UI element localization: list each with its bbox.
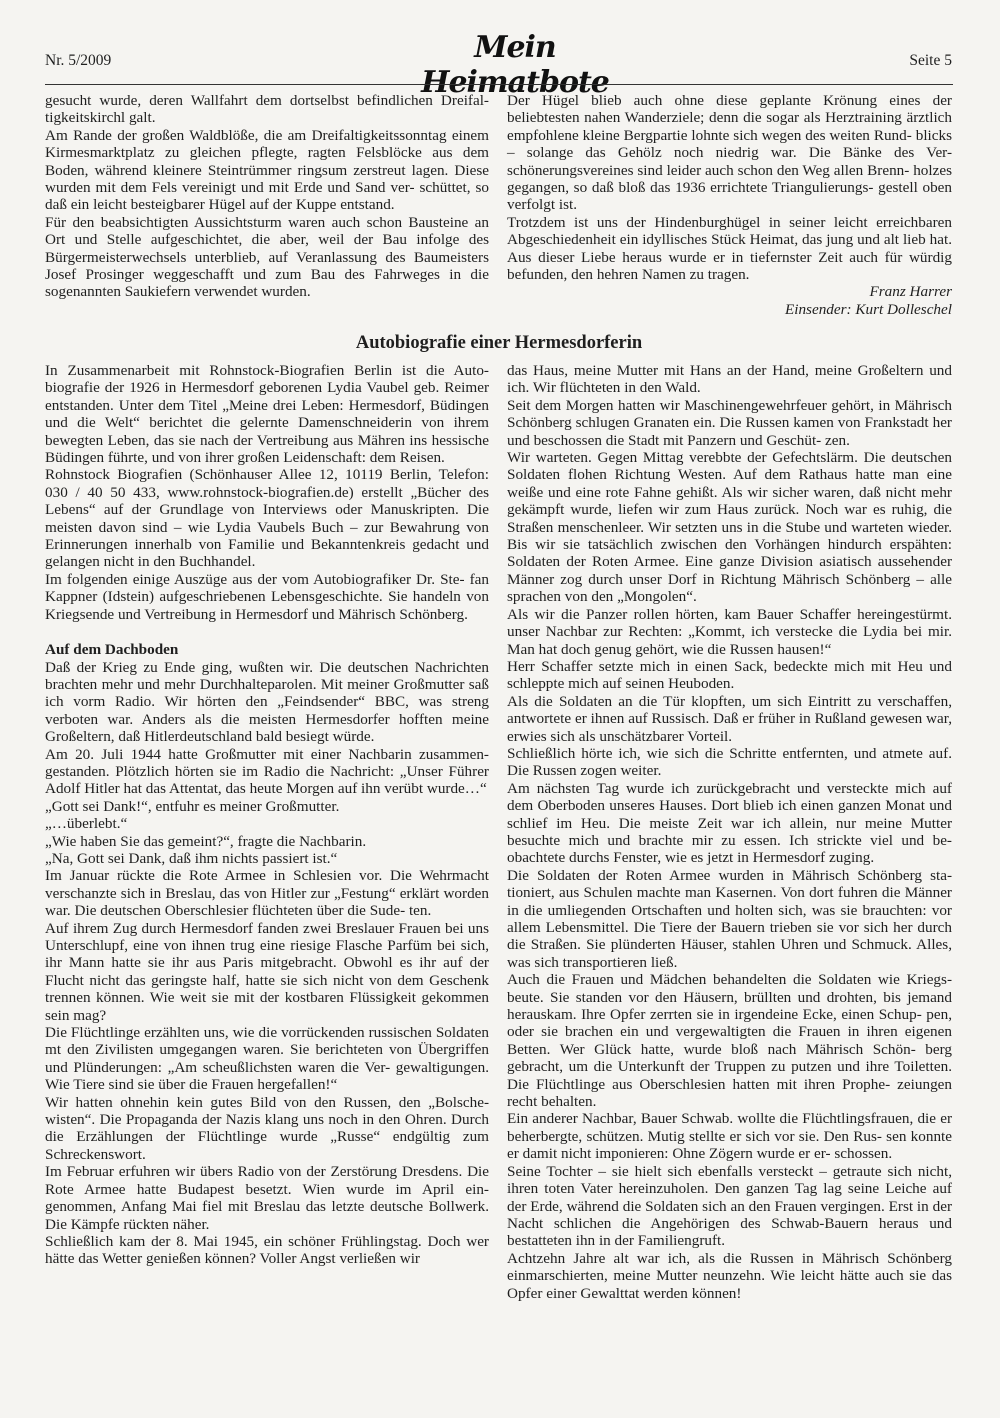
- paragraph: „Na, Gott sei Dank, daß ihm nichts passiert ist.“: [45, 849, 338, 867]
- paragraph: Auch die Frauen und Mädchen behandelten die Soldaten wie Kriegs- beute. Sie standen vor den Häusern, brüllten und drohten, bis jemand herauskam. Ihre Opfer zerrten sie in irgendeine Ecke, einen Schup- pen, oder sie brachen ein und vergewaltigten die Frauen in ihren eigenen Betten. Wer Glück hatte, wurde bloß nach Mährisch Schön- berg gebracht, um die Unterkunft der Truppen zu putzen und ihre Toiletten. Die Flüchtlinge aus Oberschlesien hatten mit ihren Prophe- zeiungen recht behalten.: [507, 971, 952, 1111]
- paragraph: gesucht wurde, deren Wallfahrt dem dortselbst befindlichen Dreifal- tigkeitskirchl galt.: [45, 92, 489, 127]
- paragraph: Auf ihrem Zug durch Hermesdorf fanden zwei Breslauer Frauen bei uns Unterschlupf, eine von ihnen trug eine riesige Flasche Parfüm bei sich, ihr Mann hatte sie ihr aus Paris mitgebracht. Obwohl es ihr auf der Flucht nicht das geringste half, hatte sie sich nicht von dem Geschenk trennen können. Wie weit sie mit der kostbaren Flüssigkeit gekommen sein mag?: [45, 919, 489, 1024]
- paragraph: Seit dem Morgen hatten wir Maschinengewehrfeuer gehört, in Mährisch Schönberg schlugen Granaten ein. Die Russen kamen von Frankstadt her und beschossen die Stadt mit Panzern und Geschüt- zen.: [507, 396, 952, 449]
- paragraph: Achtzehn Jahre alt war ich, als die Russen in Mährisch Schönberg einmarschierten, meine Mutter neunzehn. Wie leicht hätte auch sie das Opfer einer Gewalttat werden können!: [507, 1249, 952, 1302]
- paragraph: „Gott sei Dank!“, entfuhr es meiner Großmutter.: [45, 797, 340, 815]
- paragraph: „…überlebt.“: [45, 815, 128, 833]
- paragraph: Trotzdem ist uns der Hindenburghügel in seiner leicht erreichbaren Abgeschiedenheit ein idyllisches Stück Heimat, das jung und alt lieb hat. Aus dieser Liebe heraus wurde er in tiefernster Zeit auch für würdig befunden, den hehren Namen zu tragen.: [507, 213, 952, 284]
- paragraph: Als wir die Panzer rollen hörten, kam Bauer Schaffer hereingestürmt. unser Nachbar zur Rechten: „Kommt, ich verstecke die Lydia bei mir. Man hat doch genug gehört, wie die Russen hausen!“: [507, 605, 952, 658]
- paragraph: das Haus, meine Mutter mit Hans an der Hand, meine Großeltern und ich. Wir flüchteten in den Wald.: [507, 362, 952, 397]
- issue-number: Nr. 5/2009: [45, 52, 112, 69]
- paragraph: Seine Tochter – sie hielt sich ebenfalls versteckt – getraute sich nicht, ihren toten Vater hereinzuholen. Den ganzen Tag lag seine Leiche auf der Erde, während die Soldaten sich an den Frauen vergingen. Erst in der Nacht schlichen die Angehörigen des Schwab-Bauern heraus und bestatteten ihn in der Familiengruft.: [507, 1162, 952, 1250]
- article-left-column: [45, 362, 489, 1268]
- paragraph: Am nächsten Tag wurde ich zurückgebracht und versteckte mich auf dem Oberboden unseres Hauses. Dort blieb ich einen ganzen Monat und schlief im Heu. Die meiste Zeit war ich allein, nur meine Mutter besuchte mich und brachte mir zu essen. Ich strickte viel und be- obachtete durchs Fenster, wie es jetzt in Hermesdorf zuging.: [507, 779, 952, 867]
- header-rule: [45, 84, 953, 85]
- paragraph: Wir hatten ohnehin kein gutes Bild von den Russen, den „Bolsche- wisten“. Die Propaganda der Nazis klang uns noch in den Ohren. Durch die Erzählungen der Flüchtlinge wurde „Russe“ endgültig zum Schreckenswort.: [45, 1093, 489, 1163]
- paragraph: In Zusammenarbeit mit Rohnstock-Biografien Berlin ist die Auto- biografie der 1926 in Hermesdorf geborenen Lydia Vaubel geb. Reimer entstanden. Unter dem Titel „Meine drei Leben: Hermesdorf, Büdingen und die Welt“ berichtet die gelernte Damenschneiderin von ihrem bewegten Leben, das sie nach der Vertreibung aus Mähren ins hessische Büdingen führte, und von ihrer großen Leidenschaft: dem Reisen.: [45, 362, 489, 467]
- paragraph: Schließlich hörte ich, wie sich die Schritte entfernten, und atmete auf. Die Russen zogen weiter.: [507, 744, 952, 780]
- article-title: Autobiografie einer Hermesdorferin: [355, 333, 643, 353]
- paragraph: Am Rande der großen Waldblöße, die am Dreifaltigkeitssonntag einem Kirmesmarktplatz zu gleichen pflegte, ragten Felsblöcke aus dem Boden, während kleinere Steintrümmer ringsum zerstreut lagen. Diese wurden mit dem Fels vereinigt und mit Erde und Sand ver- schüttet, so daß ein leicht besteigbarer Hügel auf der Kuppe entstand.: [45, 126, 489, 214]
- top-left-column: [45, 92, 489, 301]
- paragraph: „Wie haben Sie das gemeint?“, fragte die Nachbarin.: [45, 832, 367, 850]
- paragraph: Als die Soldaten an die Tür klopften, um sich Eintritt zu verschaffen, antwortete er ihnen auf Russisch. Daß er früher in Rußland gewesen war, erwies sich als unschätzbarer Vorteil.: [507, 692, 952, 745]
- paragraph: Daß der Krieg zu Ende ging, wußten wir. Die deutschen Nachrichten brachten mehr und mehr Durchhalteparolen. Mit meiner Großmutter saß ich vorm Radio. Wir hörten den „Feindsender“ BBC, was streng verboten war. Anders als die meisten Hermesdorfer hofften meine Großeltern, daß Hitlerdeutschland bald besiegt würde.: [45, 658, 489, 746]
- sender-signature: Einsender: Kurt Dolleschel: [784, 300, 952, 318]
- paragraph: Herr Schaffer setzte mich in einen Sack, bedeckte mich mit Heu und schleppte mich auf seinen Heuboden.: [507, 657, 952, 693]
- section-subheading: Auf dem Dachboden: [45, 641, 179, 659]
- paragraph: Schließlich kam der 8. Mai 1945, ein schöner Frühlingstag. Doch wer hätte das Wetter genießen können? Voller Angst verließen wir: [45, 1232, 489, 1268]
- paragraph: Die Soldaten der Roten Armee wurden in Mährisch Schönberg sta- tioniert, aus Schulen machte man Kasernen. Von dort fuhren die Männer in die umliegenden Ortschaften und holten sich, was sie brauchten: vor allem Lebensmittel. Die Tiere der Bauern trieben sie vor sich her durch die Straßen. Sie plünderten Häuser, stahlen Uhren und Schmuck. Alles, was sich transportieren ließ.: [507, 866, 952, 971]
- article-right-column: [507, 362, 952, 1302]
- paragraph: Im Februar erfuhren wir übers Radio von der Zerstörung Dresdens. Die Rote Armee hatte Budapest besetzt. Wien wurde im April ein- genommen, Anfang Mai fiel mit Breslau das letzte deutsche Bollwerk. Die Kämpfe rückten näher.: [45, 1163, 489, 1233]
- paragraph: Im Januar rückte die Rote Armee in Schlesien vor. Die Wehrmacht verschanzte sich in Breslau, das von Hitler zur „Festung“ erklärt worden war. Die deutschen Oberschlesier flüchteten über die Sude- ten.: [45, 867, 489, 920]
- author-signature: Franz Harrer: [869, 283, 952, 301]
- paragraph: Rohnstock Biografien (Schönhauser Allee 12, 10119 Berlin, Telefon: 030 / 40 50 433, www.rohnstock-biografien.de) erstellt „Bücher des Lebens“ auf der Grundlage von Interviews oder Manuskripten. Die meisten davon sind – wie Lydia Vaubels Buch – zur Bewahrung von Erinnerungen innerhalb von Familie und Bekanntenkreis gedacht und gelangen nicht in den Buchhandel.: [45, 466, 489, 571]
- page-number: Seite 5: [909, 52, 952, 69]
- paragraph: Die Flüchtlinge erzählten uns, wie die vorrückenden russischen Soldaten mt den Zivilisten umgegangen waren. Sie berichteten von Übergriffen und Plünderungen: „Am scheußlichsten waren die Ver- gewaltigungen. Wie Tiere sind sie über die Frauen hergefallen!“: [45, 1024, 489, 1094]
- paragraph: Der Hügel blieb auch ohne diese geplante Krönung eines der beliebtesten nahen Wanderziele; denn die sogar als Herztraining ärztlich empfohlene kleine Bergpartie lohnte sich wegen des weiten Rund- blicks – solange das Gehölz noch niedrig war. Die Bänke des Ver- schönerungsvereines sind leider auch schon den Weg allen Brenn- holzes gegangen, so daß bloß das 1936 errichtete Triangulierungs- gestell oben verfolgt ist.: [507, 92, 952, 214]
- paragraph: Ein anderer Nachbar, Bauer Schwab. wollte die Flüchtlingsfrauen, die er beherbergte, schützen. Mutig stellte er sich vor sie. Den Rus- sen konnte er damit nicht imponieren: Ohne Zögern wurde er er- schossen.: [507, 1110, 952, 1163]
- paragraph: Wir warteten. Gegen Mittag verebbte der Gefechtslärm. Die deutschen Soldaten flohen Richtung Westen. Auf dem Rathaus hatte man eine weiße und eine rote Fahne gehißt. Als wir sicher waren, daß nicht mehr gekämpft wurde, liefen wir zum Haus zurück. Noch war es ruhig, die Straßen menschenleer. Wir setzten uns in die Stube und warteten wieder. Bis wir sie tatsächlich zwischen den Vorhängen hindurch erspähten: Soldaten der Roten Armee. Eine ganze Division asiatisch aussehender Männer zog durch unser Dorf in Richtung Mährisch Schönberg – alle sprachen von den „Mongolen“.: [507, 449, 952, 606]
- paragraph: Für den beabsichtigten Aussichtsturm waren auch schon Bausteine an Ort und Stelle aufgeschichtet, die aber, weil der Bau infolge des Bürgermeisterwechsels unterblieb, auf Veranlassung des Baumeisters Josef Prosinger weggeschafft und zum Bau des Fahrweges in die sogenannten Saukiefern verwendet wurden.: [45, 213, 489, 301]
- masthead-logo: Mein Heimatbote: [421, 30, 609, 100]
- top-right-column: [507, 92, 952, 318]
- paragraph: Am 20. Juli 1944 hatte Großmutter mit einer Nachbarin zusammen- gestanden. Plötzlich hörten sie im Radio die Nachricht: „Unser Führer Adolf Hitler hat das Attentat, das heute Morgen auf ihn verübt wurde…“: [45, 745, 489, 798]
- paragraph: Im folgenden einige Auszüge aus der vom Autobiografiker Dr. Ste- fan Kappner (Idstein) aufgeschriebenen Lebensgeschichte. Sie handeln von Kriegsende und Vertreibung in Hermesdorf und Mährisch Schönberg.: [45, 570, 489, 623]
